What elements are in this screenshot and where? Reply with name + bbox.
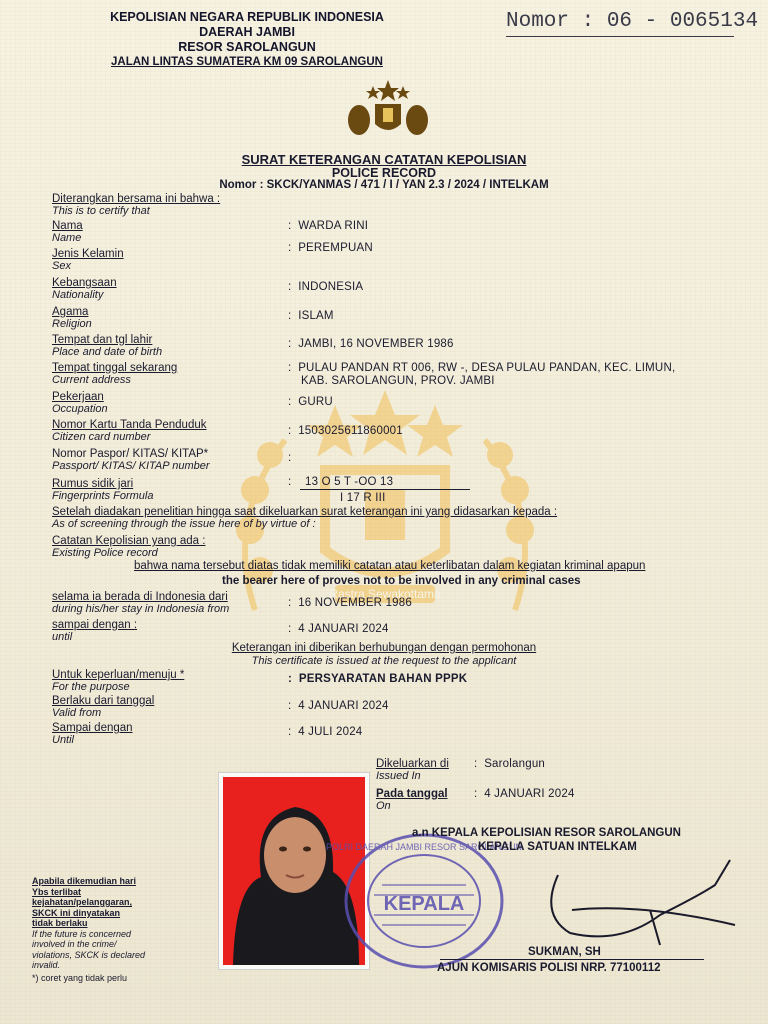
- stamp-ring-text: POLRI DAERAH JAMBI RESOR SAROLANGUN: [325, 842, 523, 852]
- field-religion-value: : ISLAM: [288, 310, 334, 322]
- field-idcard-value: : 1503025611860001: [288, 425, 403, 437]
- header-line1: KEPOLISIAN NEGARA REPUBLIK INDONESIA: [110, 10, 384, 24]
- note-line1: Apabila dikemudian hari: [32, 876, 137, 886]
- intro: [52, 193, 220, 217]
- intro-en: This is to certify that: [52, 205, 150, 217]
- stay-value: : 16 NOVEMBER 1986: [288, 597, 412, 609]
- serial-underline: [506, 36, 734, 37]
- purpose-value: : PERSYARATAN BAHAN PPPK: [288, 673, 468, 685]
- valid-until-label: Sampai dengan Until: [52, 722, 133, 746]
- footnote: *) coret yang tidak perlu: [32, 972, 128, 983]
- stamp-center-text: KEPALA: [383, 893, 465, 915]
- field-address-label: Tempat tinggal sekarang Current address: [52, 362, 178, 386]
- intro-id: Diterangkan bersama ini bahwa :: [52, 193, 221, 205]
- header-line3: RESOR SAROLANGUN: [178, 40, 316, 54]
- field-address-value: : PULAU PANDAN RT 006, RW -, DESA PULAU PANDAN, KEC. LIMUN,: [288, 362, 676, 374]
- request-id: Keterangan ini diberikan berhubungan dengan permohonan: [231, 642, 537, 654]
- serial-label: Nomor: [506, 10, 570, 33]
- field-name-value: : WARDA RINI: [288, 220, 369, 232]
- statement-id: bahwa nama tersebut diatas tidak memiliki catatan atau keterlibatan dalam kegiatan kriminal apapun: [134, 560, 646, 572]
- purpose-label: Untuk keperluan/menuju * For the purpose: [52, 669, 185, 693]
- field-sex-label: Jenis Kelamin Sex: [52, 248, 124, 272]
- field-religion-label: Agama Religion: [52, 306, 92, 330]
- stay-label: selama ia berada di Indonesia dari during his/her stay in Indonesia from: [52, 591, 230, 615]
- field-nationality-value: : INDONESIA: [288, 281, 364, 293]
- valid-from-label: Berlaku dari tanggal Valid from: [52, 695, 155, 719]
- screening-text: Setelah diadakan penelitian hingga saat dikeluarkan surat keterangan ini yang didasarkan kepada : As of screening through the issue here of by virtue of :: [52, 506, 558, 530]
- handwritten-signature: [500, 855, 750, 950]
- document-title-en: POLICE RECORD: [331, 166, 437, 180]
- serial-value: 06 - 0065134: [606, 10, 759, 33]
- fingerprint-divider: [300, 489, 470, 490]
- note-en2: involved in the crime/: [32, 939, 117, 949]
- field-occupation-value: : GURU: [288, 396, 333, 408]
- note-en4: invalid.: [32, 960, 61, 970]
- field-birth-label: Tempat dan tgl lahir Place and date of birth: [52, 334, 163, 358]
- field-occupation-label: Pekerjaan Occupation: [52, 391, 108, 415]
- field-fingerprint-label: Rumus sidik jari Fingerprints Formula: [52, 478, 154, 502]
- header-address: JALAN LINTAS SUMATERA KM 09 SAROLANGUN: [111, 56, 383, 68]
- serial-number: Nomor : 06 - 0065134: [506, 10, 759, 33]
- header-line2: DAERAH JAMBI: [199, 25, 295, 39]
- issued-value: : Sarolangun: [474, 758, 546, 770]
- date-value: : 4 JANUARI 2024: [474, 788, 575, 800]
- validity-note: [32, 876, 207, 983]
- field-address-value-2: KAB. SAROLANGUN, PROV. JAMBI: [301, 375, 495, 387]
- note-line5: tidak berlaku: [32, 918, 88, 928]
- note-line3: kejahatan/pelanggaran,: [32, 897, 133, 907]
- field-nationality-label: Kebangsaan Nationality: [52, 277, 117, 301]
- field-sex-value: : PEREMPUAN: [288, 242, 373, 254]
- field-name-label: Nama Name: [52, 220, 83, 244]
- field-fingerprint-value: : 13 O 5 T -OO 13: [288, 476, 394, 488]
- emblem-motto: Rastra Sewakottama: [329, 587, 441, 601]
- date-label: Pada tanggal On: [376, 788, 448, 812]
- police-emblem-icon: [345, 78, 431, 140]
- valid-until-value: : 4 JULI 2024: [288, 726, 363, 738]
- until-label: sampai dengan : until: [52, 619, 138, 643]
- note-line2: Ybs terlibat: [32, 886, 82, 897]
- field-passport-label: Nomor Paspor/ KITAS/ KITAP* Passport/ KITAS/ KITAP number: [52, 448, 210, 472]
- field-idcard-label: Nomor Kartu Tanda Penduduk Citizen card number: [52, 419, 207, 443]
- signatory-line2: KEPALA SATUAN INTELKAM: [478, 841, 637, 853]
- until-value: : 4 JANUARI 2024: [288, 623, 389, 635]
- signatory-rank: AJUN KOMISARIS POLISI NRP. 77100112: [437, 962, 661, 974]
- issued-label: Dikeluarkan di Issued In: [376, 758, 449, 782]
- existing-record: Catatan Kepolisian yang ada : Existing Police record: [52, 535, 206, 559]
- request-en: This certificate is issued at the request to the applicant: [251, 655, 517, 667]
- field-fingerprint-value-2: I 17 R III: [340, 492, 386, 504]
- note-en3: violations, SKCK is declared: [32, 949, 146, 960]
- signatory-line1: a.n KEPALA KEPOLISIAN RESOR SAROLANGUN: [412, 827, 681, 839]
- document-title: SURAT KETERANGAN CATATAN KEPOLISIAN: [241, 152, 527, 167]
- note-en1: If the future is concerned: [32, 928, 132, 939]
- field-birth-value: : JAMBI, 16 NOVEMBER 1986: [288, 338, 454, 350]
- note-line4: SKCK ini dinyatakan: [32, 907, 121, 918]
- institution-header: [82, 10, 412, 70]
- signatory-name: SUKMAN, SH: [528, 946, 601, 958]
- signature-line: [440, 959, 704, 960]
- field-passport-value: :: [288, 452, 295, 464]
- valid-from-value: : 4 JANUARI 2024: [288, 700, 389, 712]
- statement-en: the bearer here of proves not to be involved in any criminal cases: [222, 575, 581, 587]
- document-number: Nomor : SKCK/YANMAS / 471 / I / YAN 2.3 / 2024 / INTELKAM: [219, 179, 549, 191]
